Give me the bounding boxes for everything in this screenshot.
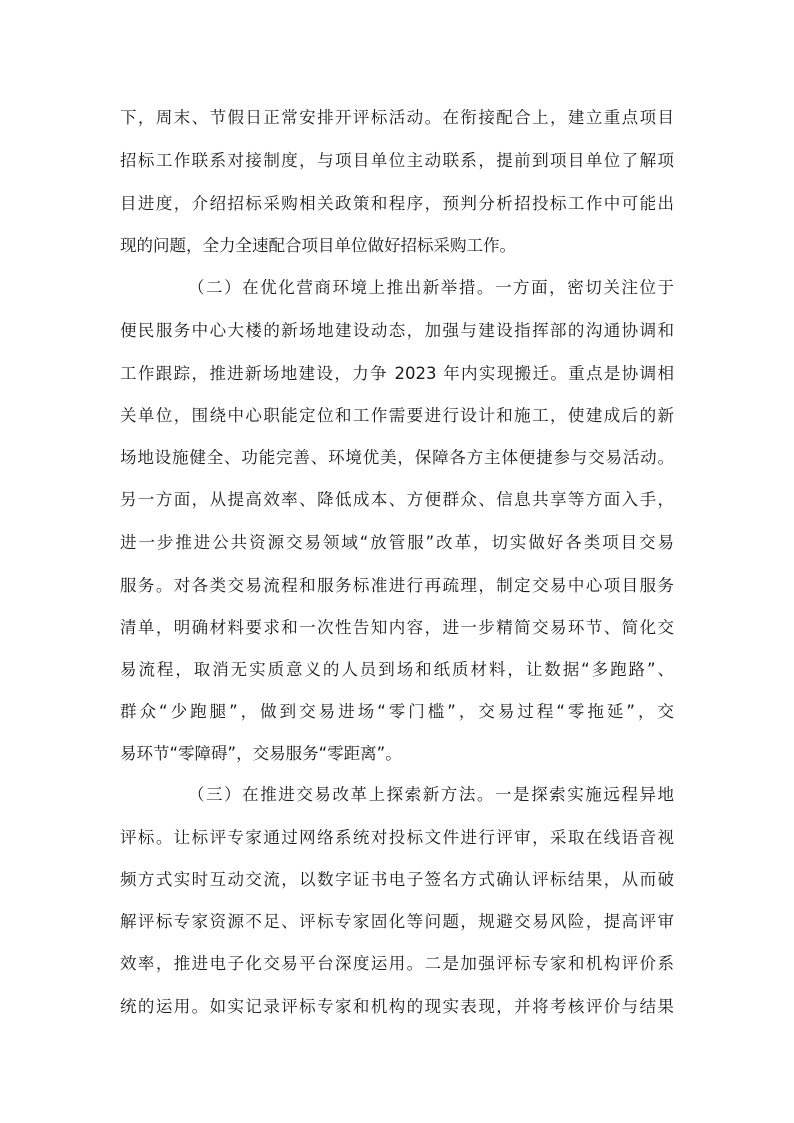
text-line: 工作跟踪，推进新场地建设，力争 2023 年内实现搬迁。重点是协调相 <box>120 364 674 383</box>
text-line: 群众“少跑腿”，做到交易进场“零门槛”，交易过程“零拖延”，交 <box>120 702 674 721</box>
text-line: 招标工作联系对接制度，与项目单位主动联系，提前到项目单位了解项 <box>120 151 674 170</box>
text-line: 解评标专家资源不足、评标专家固化等问题，规避交易风险，提高评审 <box>120 912 674 931</box>
text-line: 服务。对各类交易流程和服务标准进行再疏理，制定交易中心项目服务 <box>120 576 674 595</box>
text-line: 评标。让标评专家通过网络系统对投标文件进行评审，采取在线语音视 <box>120 828 674 847</box>
text-line: （二）在优化营商环境上推出新举措。一方面，密切关注位于 <box>188 278 674 297</box>
text-line: 统的运用。如实记录评标专家和机构的现实表现，并将考核评价与结果 <box>120 997 674 1016</box>
text-line: 进一步推进公共资源交易领域“放管服”改革，切实做好各类项目交易 <box>120 533 674 552</box>
text-line: （三）在推进交易改革上探索新方法。一是探索实施远程异地 <box>188 785 674 804</box>
text-line: 效率，推进电子化交易平台深度运用。二是加强评标专家和机构评价系 <box>120 954 674 973</box>
text-line: 清单，明确材料要求和一次性告知内容，进一步精简交易环节、简化交 <box>120 618 674 637</box>
text-line: 频方式实时互动交流，以数字证书电子签名方式确认评标结果，从而破 <box>120 870 674 889</box>
text-line: 便民服务中心大楼的新场地建设动态，加强与建设指挥部的沟通协调和 <box>120 321 674 340</box>
text-line: 现的问题，全力全速配合项目单位做好招标采购工作。 <box>120 236 516 255</box>
text-line: 下，周末、节假日正常安排开评标活动。在衔接配合上，建立重点项目 <box>120 108 674 127</box>
text-line: 关单位，围绕中心职能定位和工作需要进行设计和施工，使建成后的新 <box>120 406 674 425</box>
text-line: 目进度，介绍招标采购相关政策和程序，预判分析招投标工作中可能出 <box>120 194 674 213</box>
text-line: 另一方面，从提高效率、降低成本、方便群众、信息共享等方面入手， <box>120 490 674 509</box>
text-line: 易环节“零障碍”，交易服务“零距离”。 <box>120 744 402 763</box>
text-line: 易流程，取消无实质意义的人员到场和纸质材料，让数据“多跑路”、 <box>120 660 674 679</box>
text-line: 场地设施健全、功能完善、环境优美，保障各方主体便捷参与交易活动。 <box>120 448 674 467</box>
